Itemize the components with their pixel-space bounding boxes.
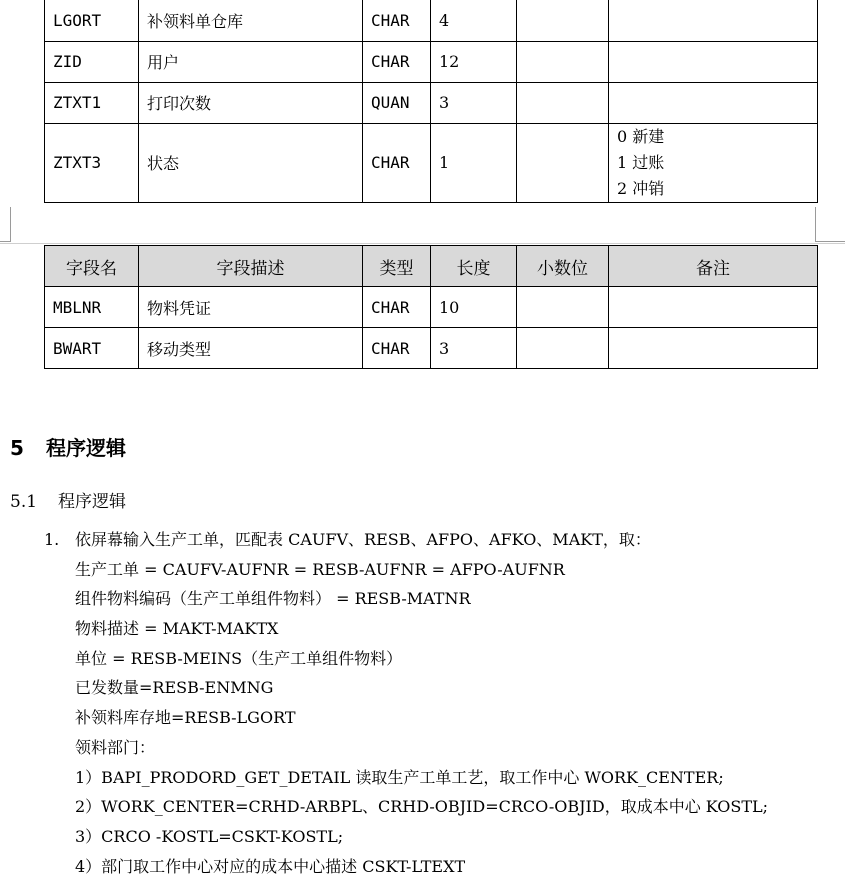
program-logic-list: [44, 525, 834, 881]
field-type-cell: CHAR: [363, 123, 431, 202]
field-decimals-cell: [517, 287, 609, 328]
field-decimals-cell: [517, 41, 609, 82]
field-name-cell: MBLNR: [45, 287, 139, 328]
header-length: 长度: [431, 246, 517, 287]
field-name-cell: ZTXT1: [45, 82, 139, 123]
logic-line: 已发数量=RESB-ENMNG: [75, 678, 274, 698]
field-length-cell: 3: [431, 82, 517, 123]
header-field-name: 字段名: [45, 246, 139, 287]
status-note: 1 过账: [617, 152, 665, 172]
table-row: [45, 123, 818, 202]
logic-line: 组件物料编码（生产工单组件物料） = RESB-MATNR: [75, 589, 471, 609]
logic-line: 单位 = RESB-MEINS（生产工单组件物料）: [75, 648, 403, 668]
field-notes-cell: [609, 0, 818, 41]
status-note: 2 冲销: [617, 178, 665, 198]
logic-line: 3）CRCO -KOSTL=CSKT-KOSTL;: [75, 826, 344, 846]
logic-line: 1）BAPI_PRODORD_GET_DETAIL 读取生产工单工艺，取工作中心 WORK_CENTER;: [75, 767, 724, 787]
field-type-cell: CHAR: [363, 41, 431, 82]
field-type-cell: QUAN: [363, 82, 431, 123]
field-notes-cell: [609, 328, 818, 369]
field-type-cell: CHAR: [363, 287, 431, 328]
field-name-cell: LGORT: [45, 0, 139, 41]
field-length-cell: 12: [431, 41, 517, 82]
list-item: [44, 525, 834, 555]
field-desc-cell: 移动类型: [139, 328, 363, 369]
table-header-row: [45, 246, 818, 287]
header-type: 类型: [363, 246, 431, 287]
field-length-cell: 1: [431, 123, 517, 202]
table-row: [45, 287, 818, 328]
list-number: 1.: [44, 530, 60, 549]
field-name-cell: ZTXT3: [45, 123, 139, 202]
logic-line: 物料描述 = MAKT-MAKTX: [75, 619, 279, 639]
page-corner-mark: [0, 207, 11, 242]
logic-line: 4）部门取工作中心对应的成本中心描述 CSKT-LTEXT: [75, 856, 466, 876]
subsection-number: 5.1: [10, 492, 38, 512]
field-decimals-cell: [517, 82, 609, 123]
table-row: [45, 328, 818, 369]
field-table-continued: [44, 0, 818, 203]
field-desc-cell: 补领料单仓库: [139, 0, 363, 41]
field-desc-cell: 物料凭证: [139, 287, 363, 328]
logic-line: 补领料库存地=RESB-LGORT: [75, 708, 296, 728]
field-table: [44, 245, 818, 369]
field-length-cell: 10: [431, 287, 517, 328]
field-decimals-cell: [517, 328, 609, 369]
section-title: 程序逻辑: [46, 436, 126, 460]
table-row: [45, 82, 818, 123]
page-break: [0, 203, 845, 244]
list-item-text: 依屏幕输入生产工单，匹配表 CAUFV、RESB、AFPO、AFKO、MAKT，取：: [75, 530, 651, 549]
field-type-cell: CHAR: [363, 328, 431, 369]
field-desc-cell: 打印次数: [139, 82, 363, 123]
header-notes: 备注: [609, 246, 818, 287]
table-row: [45, 41, 818, 82]
section-heading: [10, 432, 126, 461]
field-desc-cell: 用户: [139, 41, 363, 82]
field-notes-cell: [609, 82, 818, 123]
field-notes-cell: [609, 287, 818, 328]
header-field-desc: 字段描述: [139, 246, 363, 287]
header-decimals: 小数位: [517, 246, 609, 287]
field-type-cell: CHAR: [363, 0, 431, 41]
subsection-title: 程序逻辑: [58, 492, 126, 512]
field-notes-cell: [609, 41, 818, 82]
field-decimals-cell: [517, 123, 609, 202]
section-number: 5: [10, 436, 24, 460]
table-row: [45, 0, 818, 41]
logic-line: 生产工单 = CAUFV-AUFNR = RESB-AUFNR = AFPO-AUFNR: [75, 559, 565, 579]
field-name-cell: BWART: [45, 328, 139, 369]
page-corner-mark: [815, 207, 845, 242]
field-desc-cell: 状态: [139, 123, 363, 202]
field-notes-cell: [609, 123, 818, 202]
field-length-cell: 3: [431, 328, 517, 369]
status-note: 0 新建: [617, 126, 665, 146]
field-name-cell: ZID: [45, 41, 139, 82]
field-decimals-cell: [517, 0, 609, 41]
field-length-cell: 4: [431, 0, 517, 41]
subsection-heading: [10, 487, 126, 512]
logic-line: 领料部门：: [75, 737, 156, 757]
logic-line: 2）WORK_CENTER=CRHD-ARBPL、CRHD-OBJID=CRCO-OBJID，取成本中心 KOSTL;: [75, 797, 769, 817]
